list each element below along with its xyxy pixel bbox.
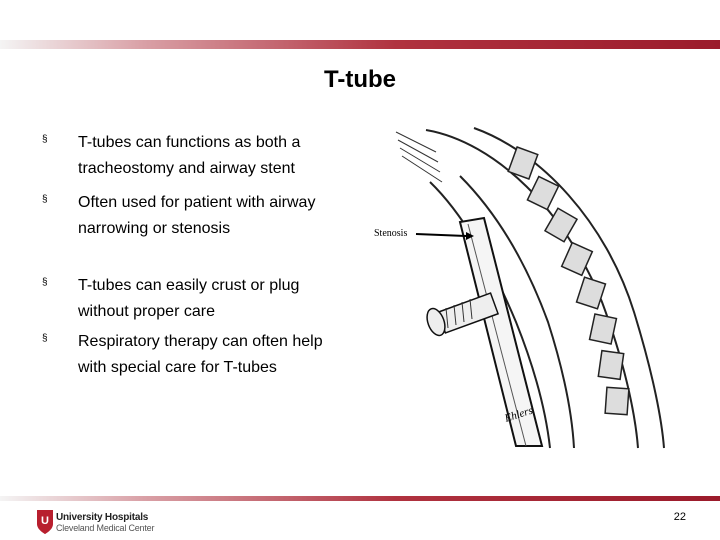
bullet-text: T-tubes can easily crust or plug without proper care bbox=[78, 277, 300, 320]
bullet-text: Respiratory therapy can often help with special care for T-tubes bbox=[78, 333, 323, 376]
bullet-marker: § bbox=[42, 134, 48, 145]
logo-line-2: Cleveland Medical Center bbox=[56, 523, 155, 533]
bullet-marker: § bbox=[42, 194, 48, 205]
slide-title: T-tube bbox=[324, 66, 396, 93]
artist-signature: Ehlers bbox=[503, 404, 535, 425]
bullet-text: T-tubes can functions as both a tracheostomy and airway stent bbox=[78, 134, 301, 177]
bullet-text: Often used for patient with airway narrowing or stenosis bbox=[78, 194, 316, 237]
stenosis-label: Stenosis bbox=[374, 228, 408, 239]
t-tube-anatomy-illustration bbox=[366, 122, 676, 450]
logo-line-1: University Hospitals bbox=[56, 512, 149, 523]
bullet-marker: § bbox=[42, 333, 48, 344]
top-accent-bar bbox=[0, 40, 720, 49]
uh-shield-letter: U bbox=[41, 515, 49, 527]
bullet-marker: § bbox=[42, 277, 48, 288]
page-number: 22 bbox=[673, 511, 686, 523]
bottom-accent-bar bbox=[0, 496, 720, 501]
uh-shield-icon bbox=[36, 509, 54, 535]
university-hospitals-logo bbox=[36, 508, 166, 536]
